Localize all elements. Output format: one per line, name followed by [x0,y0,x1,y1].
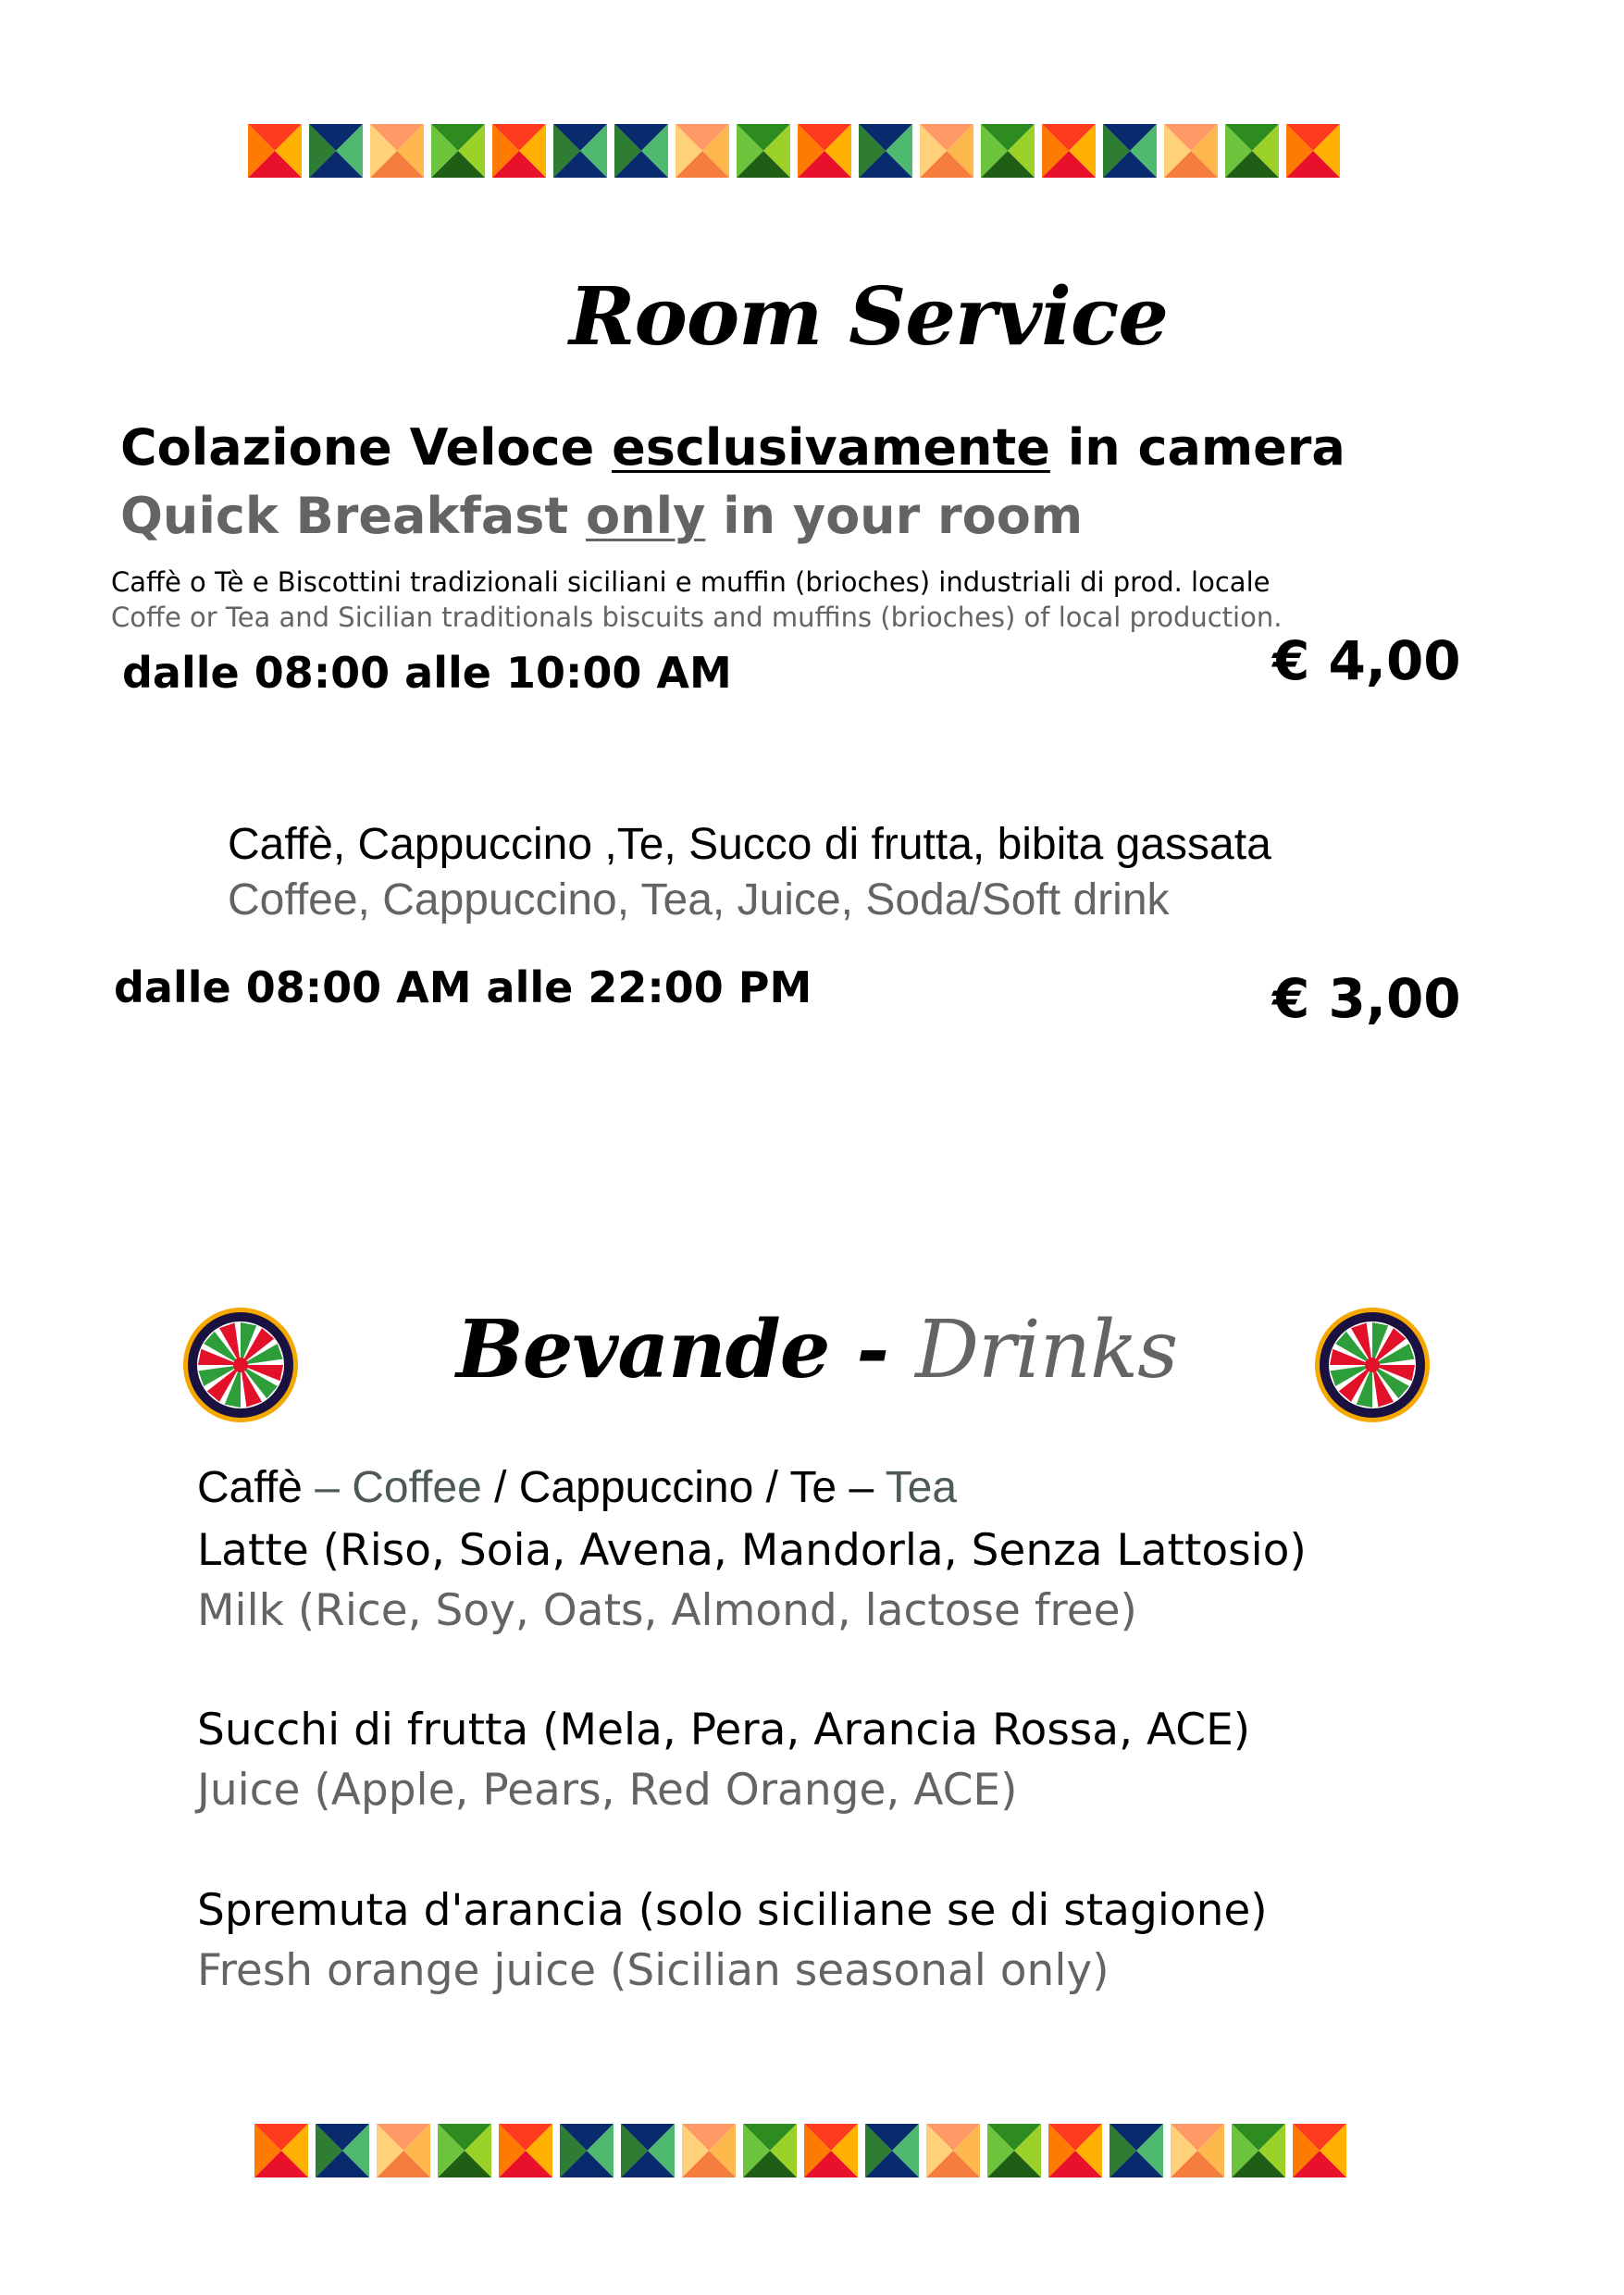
tile-icon [737,124,790,178]
tile-icon [1048,2124,1102,2177]
tile-icon [981,124,1035,178]
tile-icon [553,124,607,178]
drinks-offer-en: Coffee, Cappuccino, Tea, Juice, Soda/Soft drink [228,875,1170,924]
tile-icon [1232,2124,1285,2177]
tile-icon [920,124,973,178]
tile-icon [1103,124,1157,178]
tile-icon [614,124,668,178]
wheel-medallion-icon [180,1305,301,1425]
list-item-orange-it: Spremuta d'arancia (solo siciliane se di stagione) [197,1885,1268,1936]
tile-icon [316,2124,369,2177]
tile-icon [1164,124,1218,178]
tile-icon [377,2124,430,2177]
page-title: Room Service [569,270,1168,364]
tile-icon [1042,124,1096,178]
top-tile-border [248,124,1347,178]
list-item-milk-it: Latte (Riso, Soia, Avena, Mandorla, Senza Lattosio) [197,1525,1307,1576]
breakfast-description-it: Caffè o Tè e Biscottini tradizionali siciliani e muffin (brioches) industriali di prod. locale [111,566,1271,598]
tile-icon [370,124,424,178]
drinks-title-en: Drinks [915,1304,1178,1396]
tile-icon [859,124,912,178]
medallion-left-icon [180,1305,301,1429]
tile-icon [254,2124,308,2177]
medallion-right-icon [1312,1305,1432,1429]
tile-icon [431,124,485,178]
tile-icon [560,2124,614,2177]
tile-icon [1225,124,1279,178]
wheel-medallion-icon [1312,1305,1432,1425]
breakfast-heading-en [120,487,1083,545]
tile-icon [804,2124,858,2177]
tile-icon [798,124,851,178]
drinks-line-cappuccino-te: / Cappuccino / Te – [481,1463,886,1512]
drinks-line-coffee [197,1462,957,1513]
tile-icon [309,124,363,178]
tile-icon [492,124,546,178]
bottom-tile-border [254,2124,1354,2177]
breakfast-description-en: Coffe or Tea and Sicilian traditionals biscuits and muffins (brioches) of local production. [111,602,1283,633]
tile-icon [248,124,302,178]
drinks-line-tea-en: Tea [885,1463,958,1512]
tile-icon [865,2124,919,2177]
drinks-offer-hours: dalle 08:00 AM alle 22:00 PM [114,962,812,1012]
list-item-juice-it: Succhi di frutta (Mela, Pera, Arancia Rossa, ACE) [197,1705,1251,1755]
drinks-line-coffee-en: – Coffee [302,1463,482,1512]
breakfast-hours: dalle 08:00 alle 10:00 AM [122,648,732,698]
tile-icon [743,2124,797,2177]
drinks-offer-price: € 3,00 [1272,967,1461,1030]
list-item-juice-en: Juice (Apple, Pears, Red Orange, ACE) [197,1765,1018,1816]
drinks-title [456,1303,1177,1396]
tile-icon [1171,2124,1224,2177]
tile-icon [682,2124,736,2177]
breakfast-heading-it-a: Colazione Veloce [120,418,613,477]
drinks-title-it: Bevande - [456,1303,916,1396]
breakfast-heading-en-b: in your room [705,487,1084,545]
tile-icon [621,2124,675,2177]
list-item-orange-en: Fresh orange juice (Sicilian seasonal only) [197,1945,1110,1996]
tile-icon [499,2124,552,2177]
breakfast-heading-en-a: Quick Breakfast [120,487,587,545]
tile-icon [926,2124,980,2177]
tile-icon [987,2124,1041,2177]
breakfast-heading-it-underlined: esclusivamente [612,418,1050,477]
list-item-milk-en: Milk (Rice, Soy, Oats, Almond, lactose free) [197,1585,1137,1636]
breakfast-heading-en-underlined: only [586,487,706,545]
tile-icon [1110,2124,1163,2177]
drinks-line-coffee-it: Caffè [197,1463,303,1512]
breakfast-heading-it-b: in camera [1049,418,1345,477]
tile-icon [438,2124,491,2177]
tile-icon [1293,2124,1346,2177]
breakfast-heading-it [120,418,1345,477]
drinks-offer-it: Caffè, Cappuccino ,Te, Succo di frutta, bibita gassata [228,820,1271,869]
tile-icon [1286,124,1340,178]
breakfast-price: € 4,00 [1272,629,1461,692]
tile-icon [676,124,729,178]
